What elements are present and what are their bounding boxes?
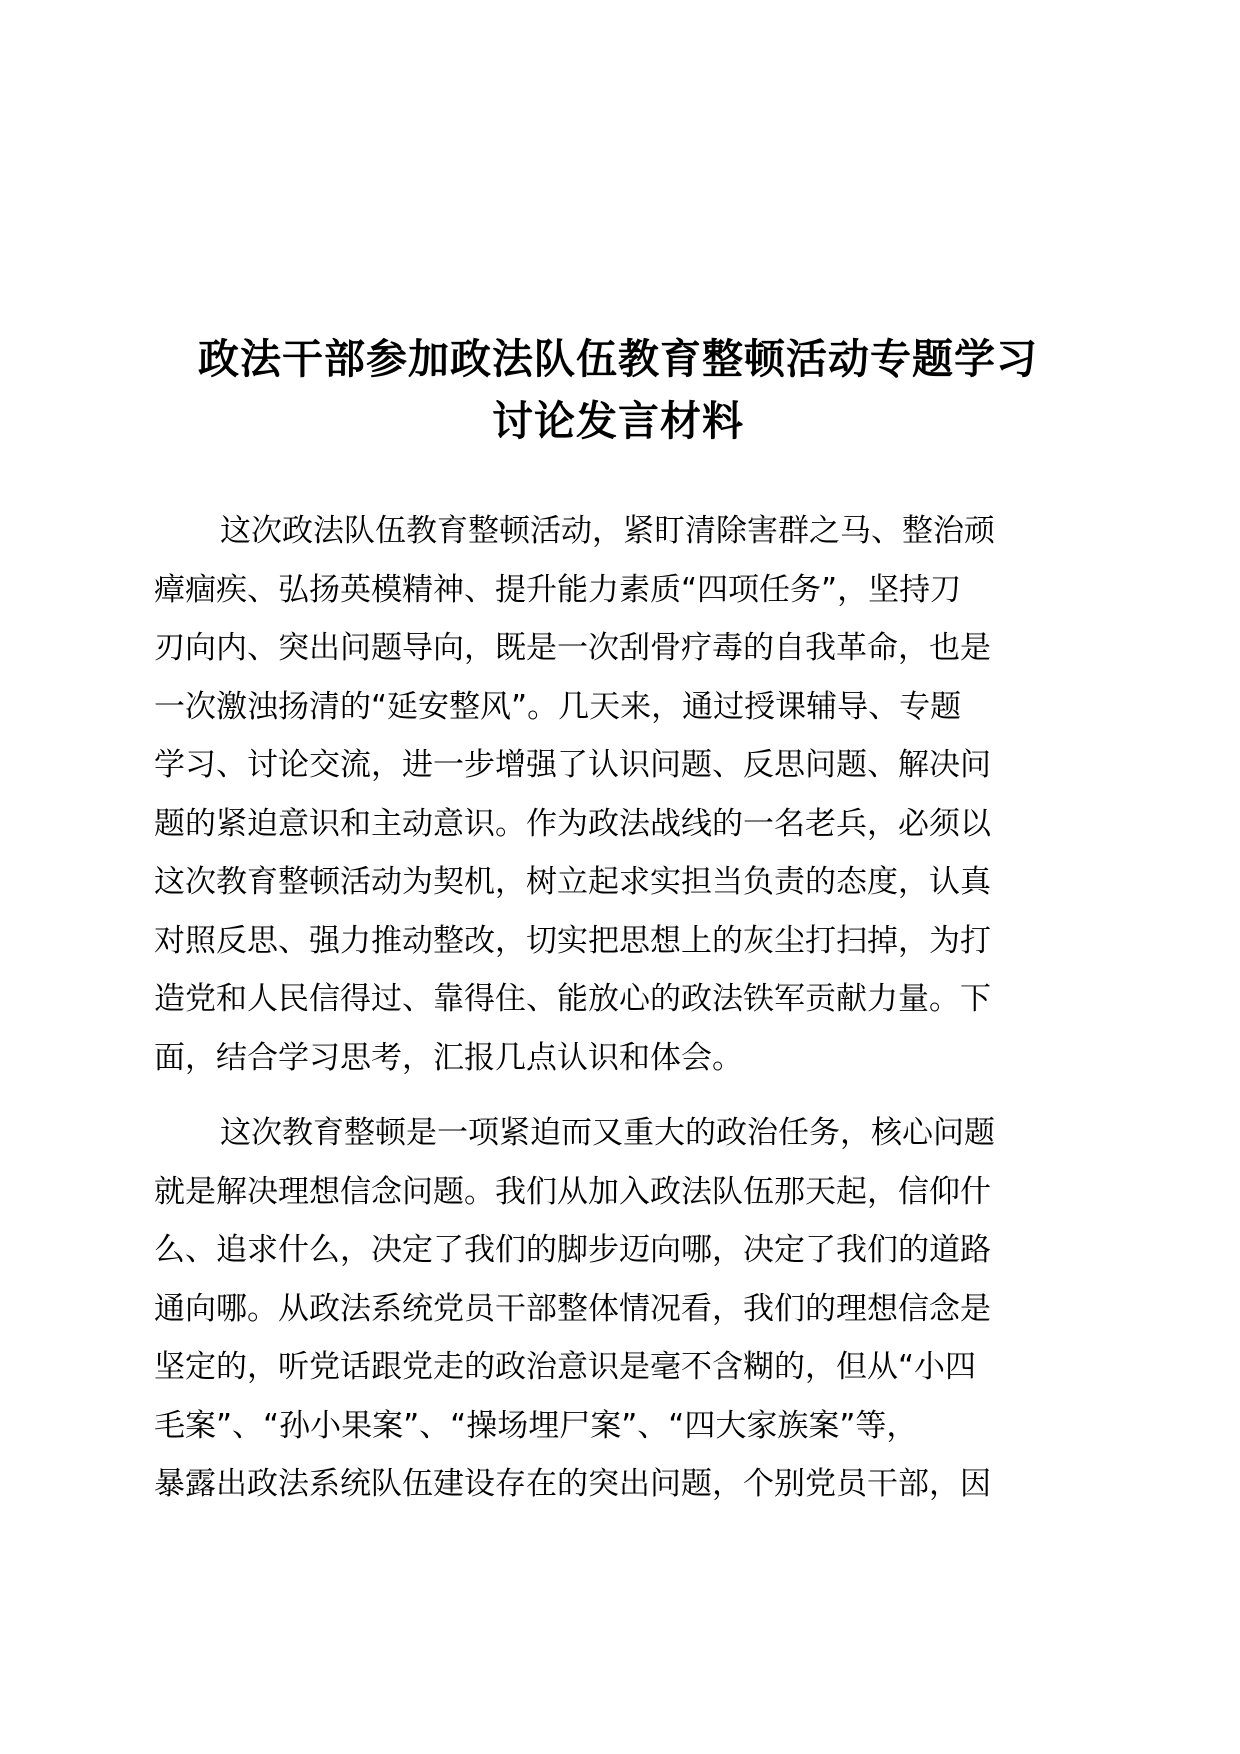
- paragraph-line: 么、追求什么，决定了我们的脚步迈向哪，决定了我们的道路: [154, 1232, 991, 1268]
- paragraph-line: 一次激浊扬清的“延安整风”。几天来，通过授课辅导、专题: [154, 688, 962, 725]
- paragraph-line: 通向哪。从政法系统党员干部整体情况看，我们的理想信念是: [154, 1290, 991, 1327]
- paragraph-line: 暴露出政法系统队伍建设存在的突出问题，个别党员干部，因: [154, 1466, 991, 1502]
- body-paragraph-2: [154, 1104, 1114, 1514]
- paragraph-line: 就是解决理想信念问题。我们从加入政法队伍那天起，信仰什: [154, 1173, 991, 1210]
- paragraph-line: 坚定的，听党话跟党走的政治意识是毫不含糊的，但从“小四: [154, 1349, 977, 1385]
- paragraph-line: 瘴痼疾、弘扬英模精神、提升能力素质“四项任务”，坚持刀: [154, 571, 962, 608]
- paragraph-line: 这次政法队伍教育整顿活动，紧盯清除害群之马、整治顽: [220, 513, 995, 549]
- title-line: 政法干部参加政法队伍教育整顿活动专题学习: [198, 335, 1038, 383]
- paragraph-line: 造党和人民信得过、靠得住、能放心的政法铁军贡献力量。下: [154, 981, 991, 1017]
- body-paragraph-1: [154, 502, 1114, 1087]
- paragraph-line: 刃向内、突出问题导向，既是一次刮骨疗毒的自我革命，也是: [154, 630, 991, 666]
- paragraph-line: 这次教育整顿活动为契机，树立起求实担当负责的态度，认真: [154, 864, 991, 900]
- title-line: 讨论发言材料: [492, 397, 744, 445]
- paragraph-line: 题的紧迫意识和主动意识。作为政法战线的一名老兵，必须以: [154, 805, 991, 842]
- paragraph-line: 面，结合学习思考，汇报几点认识和体会。: [154, 1039, 743, 1076]
- document-title: [150, 328, 1086, 452]
- paragraph-line: 对照反思、强力推动整改，切实把思想上的灰尘打扫掉，为打: [154, 922, 991, 959]
- paragraph-line: 学习、讨论交流，进一步增强了认识问题、反思问题、解决问: [154, 747, 991, 783]
- paragraph-line: 这次教育整顿是一项紧迫而又重大的政治任务，核心问题: [220, 1115, 995, 1151]
- paragraph-line: 毛案”、“孙小果案”、“操场埋尸案”、“四大家族案”等，: [154, 1407, 918, 1444]
